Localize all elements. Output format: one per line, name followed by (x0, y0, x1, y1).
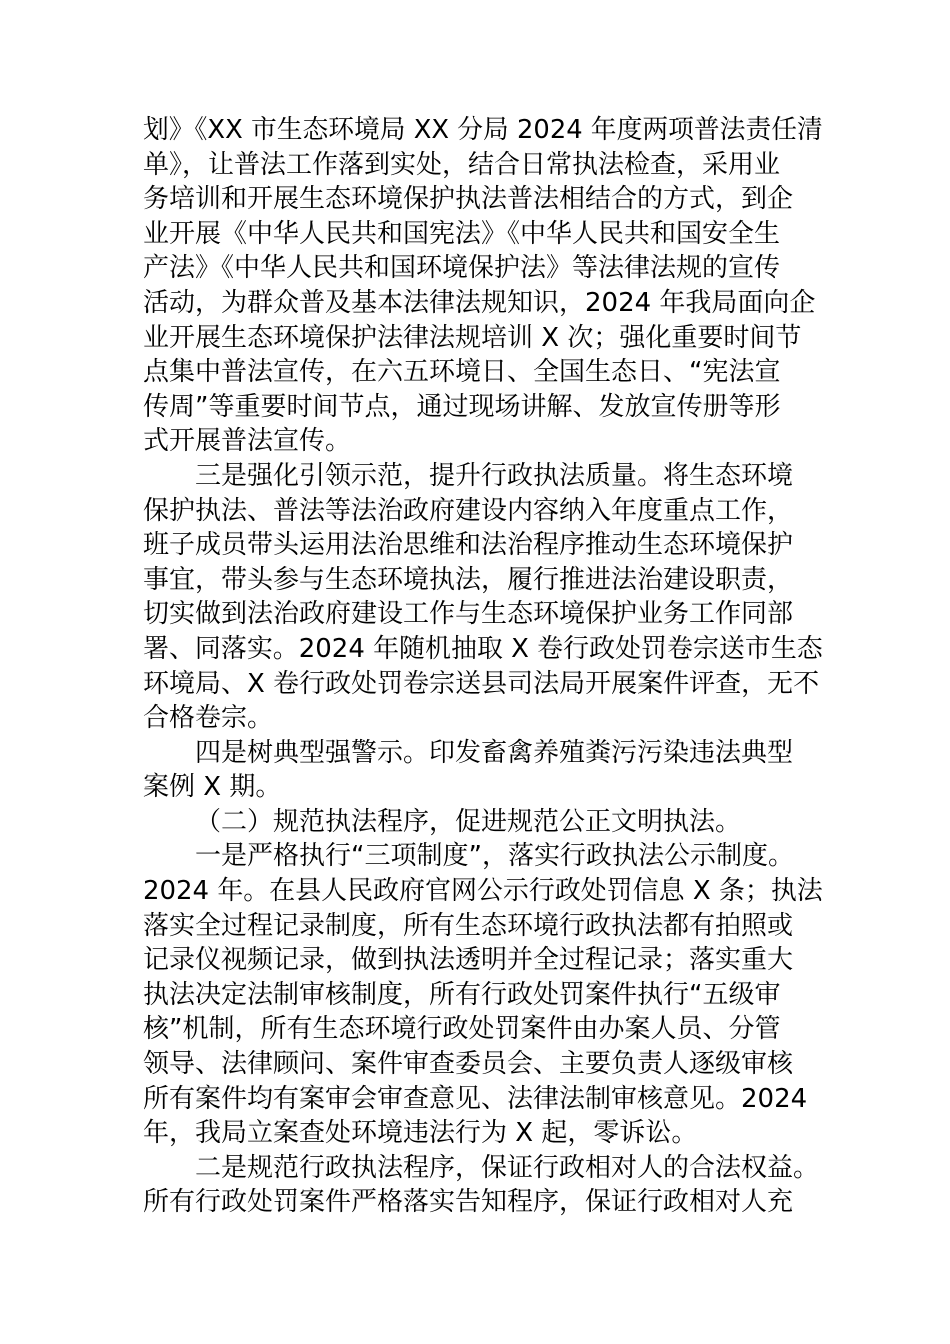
text-line: 核”机制，所有生态环境行政处罚案件由办案人员、分管 (143, 1014, 781, 1045)
text-line: 所有案件均有案审会审查意见、法律法制审核意见。2024 (143, 1083, 808, 1114)
paragraph-first-line: （二）规范执法程序，促进规范公正文明执法。 (195, 806, 742, 837)
text-line: 所有行政处罚案件严格落实告知程序，保证行政相对人充 (143, 1187, 794, 1218)
text-line: 点集中普法宣传，在六五环境日、全国生态日、“宪法宣 (143, 357, 781, 388)
paragraph-first-line: 二是规范行政执法程序，保证行政相对人的合法权益。 (195, 1152, 820, 1183)
paragraph-first-line: 一是严格执行“三项制度”，落实行政执法公示制度。 (195, 841, 794, 872)
text-line: 产法》《中华人民共和国环境保护法》等法律法规的宣传 (143, 253, 781, 284)
text-line: 2024 年。在县人民政府官网公示行政处罚信息 X 条；执法 (143, 876, 823, 907)
paragraph-first-line: 四是树典型强警示。印发畜禽养殖粪污污染违法典型 (195, 737, 794, 768)
text-line: 合格卷宗。 (143, 703, 274, 734)
text-line: 业开展生态环境保护法律法规培训 X 次；强化重要时间节 (143, 322, 802, 353)
text-line: 式开展普法宣传。 (143, 426, 352, 457)
text-line: 年，我局立案查处环境违法行为 X 起，零诉讼。 (143, 1118, 698, 1149)
text-line: 记录仪视频记录，做到执法透明并全过程记录；落实重大 (143, 945, 794, 976)
paragraph-first-line: 三是强化引领示范，提升行政执法质量。将生态环境 (195, 460, 794, 491)
text-line: 务培训和开展生态环境保护执法普法相结合的方式，到企 (143, 184, 794, 215)
text-line: 传周”等重要时间节点，通过现场讲解、发放宣传册等形 (143, 391, 781, 422)
text-line: 领导、法律顾问、案件审查委员会、主要负责人逐级审核 (143, 1049, 794, 1080)
text-line: 业开展《中华人民共和国宪法》《中华人民共和国安全生 (143, 218, 781, 249)
text-line: 落实全过程记录制度，所有生态环境行政执法都有拍照或 (143, 910, 794, 941)
body-text (143, 113, 823, 1220)
text-line: 执法决定法制审核制度，所有行政处罚案件执行“五级审 (143, 979, 781, 1010)
text-line: 署、同落实。2024 年随机抽取 X 卷行政处罚卷宗送市生态 (143, 633, 823, 664)
text-line: 事宜，带头参与生态环境执法，履行推进法治建设职责， (143, 564, 794, 595)
text-line: 活动，为群众普及基本法律法规知识，2024 年我局面向企 (143, 287, 816, 318)
text-line: 单》，让普法工作落到实处，结合日常执法检查，采用业 (143, 149, 781, 180)
text-line: 保护执法、普法等法治政府建设内容纳入年度重点工作， (143, 495, 794, 526)
text-line: 班子成员带头运用法治思维和法治程序推动生态环境保护 (143, 530, 794, 561)
text-line: 切实做到法治政府建设工作与生态环境保护业务工作同部 (143, 599, 794, 630)
text-line: 划》《XX 市生态环境局 XX 分局 2024 年度两项普法责任清 (143, 115, 823, 145)
text-line: 案例 X 期。 (143, 772, 282, 803)
text-line: 环境局、X 卷行政处罚卷宗送县司法局开展案件评查，无不 (143, 668, 820, 699)
